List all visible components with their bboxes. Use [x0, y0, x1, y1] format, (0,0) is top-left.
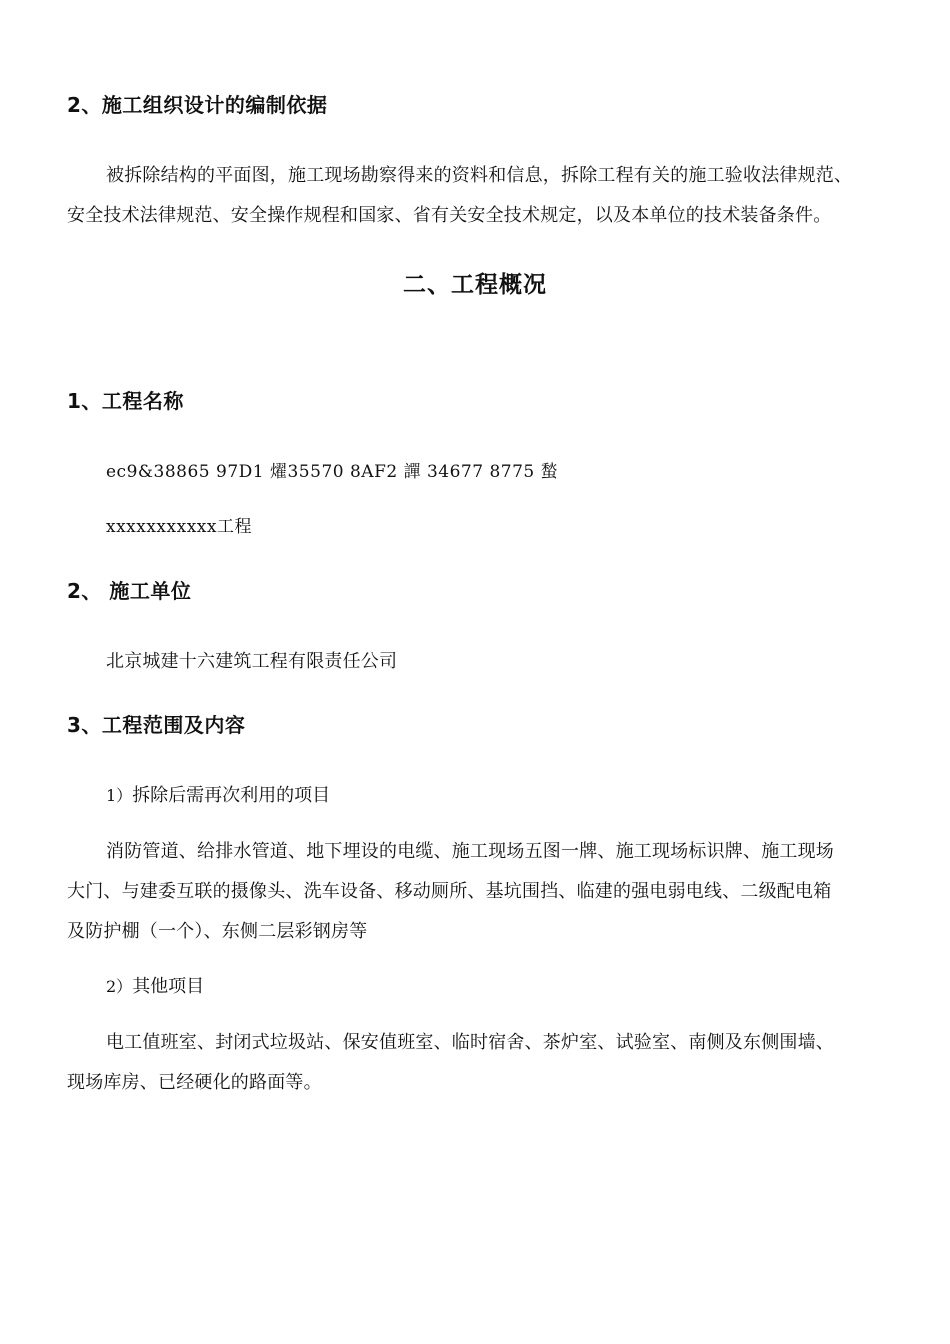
scope-item-1-label — [106, 781, 330, 807]
section-heading-project-name: 1、工程名称 — [67, 389, 184, 413]
scope-item-2-text: 其他项目 — [132, 976, 205, 997]
project-name-garbled-line: ec9&38865 97D1 燿35570 8AF2 譂 34677 8775 蝵 — [106, 462, 559, 482]
scope-item-2-line-2: 现场库房、已经硬化的路面等。 — [67, 1072, 322, 1093]
project-name-line: xxxxxxxxxxx工程 — [106, 517, 252, 537]
scope-item-1-line-1: 消防管道、给排水管道、地下埋设的电缆、施工现场五图一牌、施工现场标识牌、施工现场 — [106, 841, 834, 862]
scope-item-1-text: 拆除后需再次利用的项目 — [132, 785, 331, 806]
section-heading-basis: 2、施工组织设计的编制依据 — [67, 93, 328, 117]
basis-paragraph-line-1: 被拆除结构的平面图，施工现场勘察得来的资料和信息，拆除工程有关的施工验收法律规范、 — [106, 165, 853, 186]
scope-item-1-line-2: 大门、与建委互联的摄像头、洗车设备、移动厕所、基坑围挡、临建的强电弱电线、二级配电箱 — [67, 881, 832, 902]
scope-item-2-line-1: 电工值班室、封闭式垃圾站、保安值班室、临时宿舍、茶炉室、试验室、南侧及东侧围墙、 — [106, 1032, 834, 1053]
scope-item-1-number: 1） — [106, 786, 133, 805]
contractor-name: 北京城建十六建筑工程有限责任公司 — [106, 651, 398, 672]
scope-item-2-number: 2） — [106, 977, 133, 996]
section-heading-contractor: 2、 施工单位 — [67, 579, 192, 603]
section-heading-scope: 3、工程范围及内容 — [67, 713, 246, 737]
chapter-title: 二、工程概况 — [403, 272, 547, 298]
scope-item-1-line-3: 及防护棚（一个）、东侧二层彩钢房等 — [67, 921, 368, 942]
basis-paragraph-line-2: 安全技术法律规范、安全操作规程和国家、省有关安全技术规定，以及本单位的技术装备条件。 — [67, 205, 832, 226]
scope-item-2-label — [106, 972, 204, 998]
